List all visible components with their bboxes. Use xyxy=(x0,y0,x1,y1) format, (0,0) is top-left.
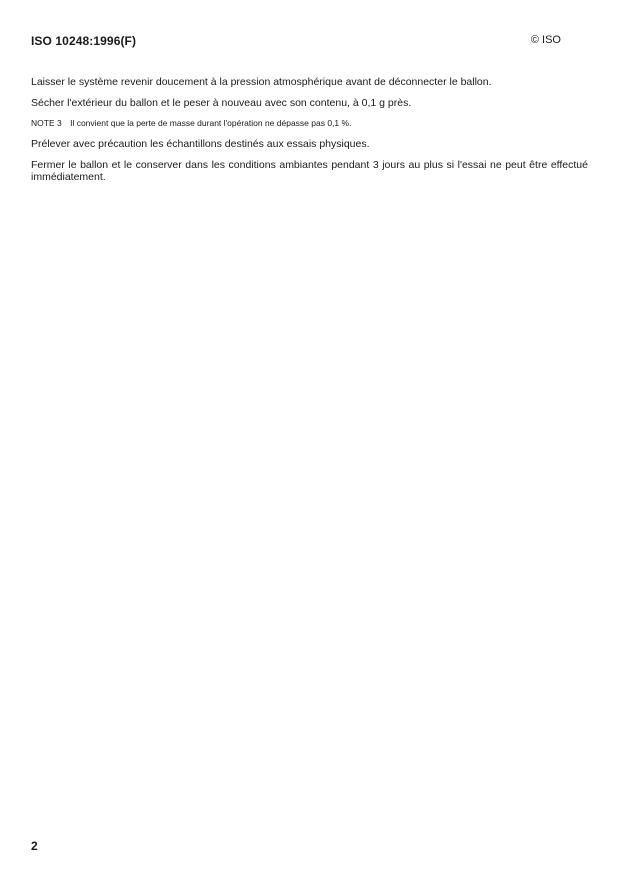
paragraph-sampling: Prélever avec précaution les échantillons destinés aux essais physiques. xyxy=(31,138,370,150)
paragraph-storage: Fermer le ballon et le conserver dans les conditions ambiantes pendant 3 jours au plus si l'essai ne peut être effectué immédiatement. xyxy=(31,159,588,183)
note-3 xyxy=(31,118,588,129)
note-label: NOTE 3 xyxy=(31,118,62,128)
paragraph-depressurize: Laisser le système revenir doucement à la pression atmosphérique avant de déconnecter le ballon. xyxy=(31,76,492,88)
body-text xyxy=(31,76,588,192)
note-text: Il convient que la perte de masse durant l'opération ne dépasse pas 0,1 %. xyxy=(70,118,352,128)
page-number: 2 xyxy=(31,839,38,853)
paragraph-dry-weigh: Sécher l'extérieur du ballon et le peser à nouveau avec son contenu, à 0,1 g près. xyxy=(31,97,412,109)
copyright-notice: © ISO xyxy=(530,34,561,46)
standard-identifier: ISO 10248:1996(F) xyxy=(31,34,137,48)
